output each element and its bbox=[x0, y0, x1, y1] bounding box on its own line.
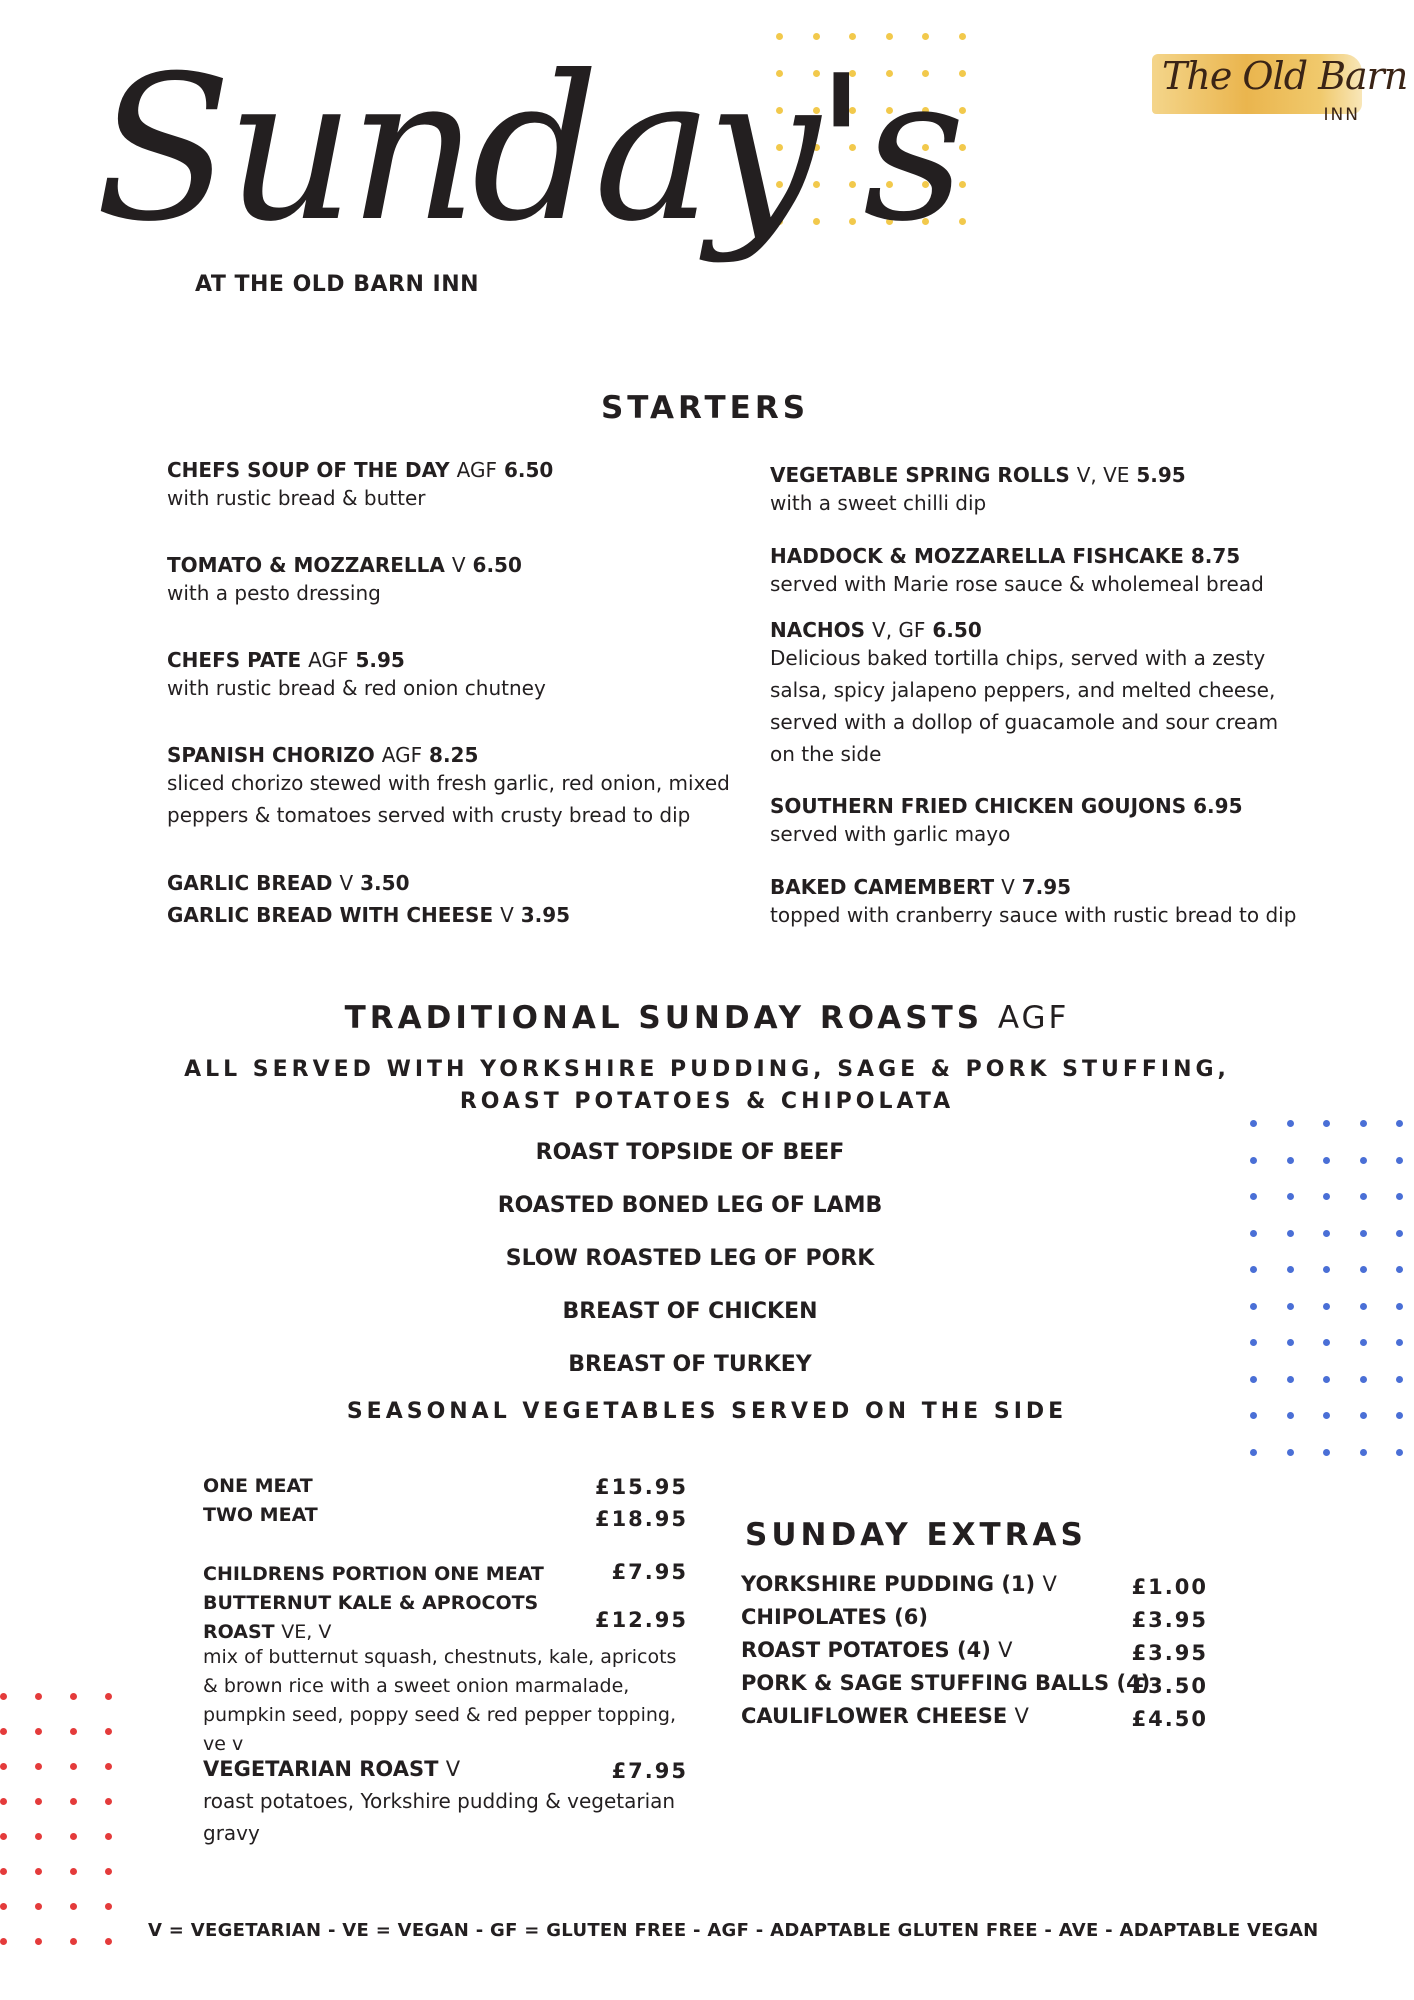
sunday-extras-heading: SUNDAY EXTRAS bbox=[745, 1517, 1087, 1553]
roasts-subheading-line: ALL SERVED WITH YORKSHIRE PUDDING, SAGE & PORK STUFFING, bbox=[184, 1057, 1230, 1082]
decorative-dot bbox=[70, 1833, 77, 1840]
item-description: with a pesto dressing bbox=[167, 581, 381, 605]
menu-item bbox=[770, 794, 1300, 850]
decorative-dot bbox=[1323, 1230, 1330, 1237]
decorative-dot bbox=[70, 1938, 77, 1945]
butternut-label-line2: ROAST VE, V bbox=[203, 1621, 332, 1643]
decorative-dot bbox=[959, 70, 966, 77]
decorative-dots-red bbox=[0, 1693, 140, 1973]
extra-item-price: £3.50 bbox=[1131, 1674, 1208, 1698]
item-name-line: VEGETABLE SPRING ROLLS V, VE 5.95 bbox=[770, 463, 1186, 487]
decorative-dot bbox=[105, 1763, 112, 1770]
decorative-dot bbox=[959, 218, 966, 225]
extra-item-price: £3.95 bbox=[1131, 1608, 1208, 1632]
menu-item bbox=[167, 903, 737, 927]
decorative-dot bbox=[70, 1868, 77, 1875]
page-title: Sunday's bbox=[95, 33, 960, 266]
decorative-dot bbox=[35, 1903, 42, 1910]
item-description: sliced chorizo stewed with fresh garlic, red onion, mixed peppers & tomatoes served with crusty bread to dip bbox=[167, 771, 730, 827]
menu-item bbox=[167, 648, 737, 704]
seasonal-vegetables-note: SEASONAL VEGETABLES SERVED ON THE SIDE bbox=[346, 1399, 1068, 1424]
decorative-dot bbox=[1287, 1230, 1294, 1237]
decorative-dot bbox=[35, 1798, 42, 1805]
item-name-line: BAKED CAMEMBERT V 7.95 bbox=[770, 875, 1072, 899]
childrens-portion-label: CHILDRENS PORTION ONE MEAT bbox=[203, 1563, 544, 1585]
item-name-line: GARLIC BREAD WITH CHEESE V 3.95 bbox=[167, 903, 571, 927]
two-meat-label: TWO MEAT bbox=[203, 1504, 318, 1526]
decorative-dot bbox=[1360, 1230, 1367, 1237]
decorative-dot bbox=[70, 1798, 77, 1805]
item-name-line: GARLIC BREAD V 3.50 bbox=[167, 871, 410, 895]
decorative-dot bbox=[0, 1938, 7, 1945]
extra-item-name: CAULIFLOWER CHEESE V bbox=[741, 1704, 1029, 1728]
decorative-dot bbox=[35, 1693, 42, 1700]
decorative-dot bbox=[0, 1833, 7, 1840]
decorative-dot bbox=[1396, 1230, 1403, 1237]
one-meat-price: £15.95 bbox=[594, 1475, 688, 1499]
decorative-dot bbox=[959, 107, 966, 114]
butternut-label-line1: BUTTERNUT KALE & APROCOTS bbox=[203, 1592, 539, 1614]
roasts-heading: TRADITIONAL SUNDAY ROASTS AGF bbox=[344, 1000, 1070, 1036]
decorative-dot bbox=[0, 1763, 7, 1770]
roast-item: SLOW ROASTED LEG OF PORK bbox=[505, 1246, 875, 1271]
logo-text: The Old Barn bbox=[1162, 54, 1408, 98]
decorative-dot bbox=[959, 33, 966, 40]
two-meat-price: £18.95 bbox=[594, 1507, 688, 1531]
decorative-dot bbox=[1250, 1230, 1257, 1237]
item-description: with a sweet chilli dip bbox=[770, 491, 987, 515]
decorative-dot bbox=[0, 1693, 7, 1700]
decorative-dot bbox=[1396, 1449, 1403, 1456]
decorative-dot bbox=[35, 1833, 42, 1840]
decorative-dot bbox=[35, 1868, 42, 1875]
decorative-dot bbox=[1396, 1193, 1403, 1200]
decorative-dot bbox=[105, 1868, 112, 1875]
butternut-description: mix of butternut squash, chestnuts, kale, apricots & brown rice with a sweet onion marmalade, pumpkin seed, poppy seed & red pepper topping, ve v bbox=[203, 1646, 677, 1755]
decorative-dot bbox=[1360, 1120, 1367, 1127]
decorative-dot bbox=[70, 1728, 77, 1735]
extra-item-price: £3.95 bbox=[1131, 1641, 1208, 1665]
item-name-line: CHEFS PATE AGF 5.95 bbox=[167, 648, 405, 672]
decorative-dot bbox=[0, 1728, 7, 1735]
decorative-dot bbox=[35, 1728, 42, 1735]
decorative-dot bbox=[1250, 1120, 1257, 1127]
vegetarian-roast-price: £7.95 bbox=[611, 1759, 688, 1783]
decorative-dot bbox=[1287, 1449, 1294, 1456]
decorative-dot bbox=[105, 1903, 112, 1910]
item-description: served with garlic mayo bbox=[770, 822, 1011, 846]
roast-item: BREAST OF TURKEY bbox=[568, 1352, 812, 1377]
decorative-dot bbox=[1323, 1120, 1330, 1127]
menu-item bbox=[167, 871, 737, 895]
decorative-dot bbox=[1360, 1449, 1367, 1456]
roast-item: ROAST TOPSIDE OF BEEF bbox=[535, 1140, 845, 1165]
menu-item bbox=[167, 458, 737, 514]
decorative-dot bbox=[1287, 1120, 1294, 1127]
extra-item-name: ROAST POTATOES (4) V bbox=[741, 1638, 1013, 1662]
decorative-dot bbox=[35, 1938, 42, 1945]
decorative-dot bbox=[1396, 1376, 1403, 1383]
item-description: Delicious baked tortilla chips, served with a zesty salsa, spicy jalapeno peppers, and melted cheese, served with a dollop of guacamole and sour cream on the side bbox=[770, 646, 1279, 766]
decorative-dot bbox=[105, 1798, 112, 1805]
item-name-line: TOMATO & MOZZARELLA V 6.50 bbox=[167, 553, 522, 577]
extra-item-price: £4.50 bbox=[1131, 1707, 1208, 1731]
decorative-dot bbox=[1250, 1339, 1257, 1346]
menu-item bbox=[770, 875, 1300, 931]
decorative-dot bbox=[0, 1868, 7, 1875]
decorative-dot bbox=[70, 1693, 77, 1700]
menu-item bbox=[770, 618, 1300, 770]
starters-heading: STARTERS bbox=[600, 390, 810, 426]
menu-item bbox=[167, 743, 737, 831]
roast-item: ROASTED BONED LEG OF LAMB bbox=[497, 1193, 883, 1218]
decorative-dot bbox=[1287, 1339, 1294, 1346]
roast-item: BREAST OF CHICKEN bbox=[562, 1299, 818, 1324]
dietary-key-footer: V = VEGETARIAN - VE = VEGAN - GF = GLUTEN FREE - AGF - ADAPTABLE GLUTEN FREE - AVE - ADAPTABLE VEGAN bbox=[148, 1920, 1319, 1941]
decorative-dot bbox=[105, 1833, 112, 1840]
roasts-subheading bbox=[0, 1054, 1414, 1118]
decorative-dot bbox=[1323, 1339, 1330, 1346]
decorative-dot bbox=[0, 1798, 7, 1805]
childrens-portion-price: £7.95 bbox=[611, 1560, 688, 1584]
decorative-dot bbox=[1250, 1449, 1257, 1456]
logo bbox=[1152, 48, 1408, 125]
item-description: with rustic bread & red onion chutney bbox=[167, 676, 546, 700]
item-name-line: CHEFS SOUP OF THE DAY AGF 6.50 bbox=[167, 458, 554, 482]
vegetarian-roast-description: roast potatoes, Yorkshire pudding & vegetarian gravy bbox=[203, 1789, 676, 1845]
butternut-price: £12.95 bbox=[594, 1608, 688, 1632]
decorative-dot bbox=[1396, 1339, 1403, 1346]
decorative-dot bbox=[959, 181, 966, 188]
decorative-dot bbox=[1396, 1303, 1403, 1310]
item-name-line: SPANISH CHORIZO AGF 8.25 bbox=[167, 743, 479, 767]
decorative-dot bbox=[1396, 1157, 1403, 1164]
item-name-line: SOUTHERN FRIED CHICKEN GOUJONS 6.95 bbox=[770, 794, 1243, 818]
one-meat-label: ONE MEAT bbox=[203, 1475, 313, 1497]
menu-item bbox=[770, 463, 1300, 519]
item-description: with rustic bread & butter bbox=[167, 486, 426, 510]
decorative-dot bbox=[0, 1903, 7, 1910]
decorative-dot bbox=[1360, 1339, 1367, 1346]
item-name-line: NACHOS V, GF 6.50 bbox=[770, 618, 982, 642]
menu-item bbox=[167, 553, 737, 609]
extra-item-price: £1.00 bbox=[1131, 1575, 1208, 1599]
decorative-dot bbox=[959, 144, 966, 151]
logo-subtext: INN bbox=[1323, 105, 1360, 125]
decorative-dot bbox=[1323, 1449, 1330, 1456]
decorative-dot bbox=[1396, 1266, 1403, 1273]
decorative-dot bbox=[70, 1903, 77, 1910]
decorative-dot bbox=[105, 1728, 112, 1735]
menu-item bbox=[770, 544, 1300, 600]
page-subtitle: AT THE OLD BARN INN bbox=[195, 272, 480, 297]
item-description: topped with cranberry sauce with rustic bread to dip bbox=[770, 903, 1297, 927]
vegetarian-roast-label: VEGETARIAN ROAST V bbox=[203, 1757, 461, 1781]
extra-item-name: YORKSHIRE PUDDING (1) V bbox=[741, 1572, 1057, 1596]
roasts-subheading-line: ROAST POTATOES & CHIPOLATA bbox=[459, 1089, 955, 1114]
decorative-dot bbox=[1396, 1120, 1403, 1127]
decorative-dot bbox=[70, 1763, 77, 1770]
extra-item-name: CHIPOLATES (6) bbox=[741, 1605, 928, 1629]
item-name-line: HADDOCK & MOZZARELLA FISHCAKE 8.75 bbox=[770, 544, 1241, 568]
decorative-dot bbox=[105, 1938, 112, 1945]
decorative-dot bbox=[35, 1763, 42, 1770]
item-description: served with Marie rose sauce & wholemeal bread bbox=[770, 572, 1264, 596]
extra-item-name: PORK & SAGE STUFFING BALLS (4) bbox=[741, 1671, 1151, 1695]
decorative-dot bbox=[105, 1693, 112, 1700]
